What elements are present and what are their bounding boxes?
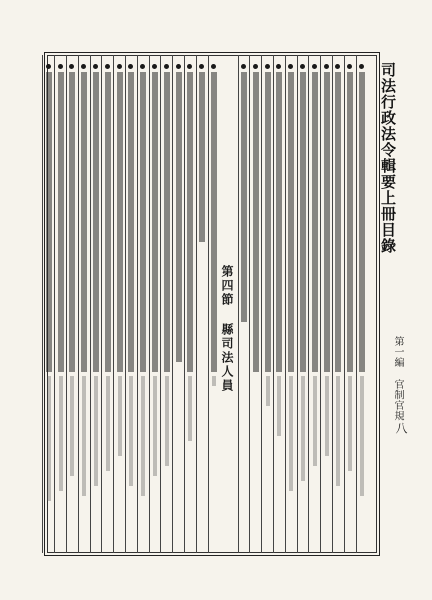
running-title: 司法行政法令輯要上冊目錄 — [379, 62, 397, 254]
column-rule — [332, 55, 333, 553]
toc-entry — [92, 62, 100, 542]
toc-entry — [45, 62, 53, 542]
toc-entry — [358, 62, 366, 542]
column-rule — [125, 55, 126, 553]
column-rule — [196, 55, 197, 553]
column-rule — [54, 55, 55, 553]
bullet-icon — [312, 64, 317, 69]
entry-text-stroke — [288, 72, 294, 372]
toc-entry — [175, 62, 183, 542]
entry-text-stroke — [105, 72, 111, 372]
bullet-icon — [276, 64, 281, 69]
bullet-icon — [187, 64, 192, 69]
toc-entry — [252, 62, 260, 542]
bullet-icon — [265, 64, 270, 69]
bullet-icon — [241, 64, 246, 69]
column-rule — [184, 55, 185, 553]
column-rule — [42, 55, 43, 553]
entry-text-stroke — [359, 72, 365, 372]
entry-date-stroke — [188, 376, 192, 441]
column-rule — [238, 55, 239, 553]
entry-date-stroke — [153, 376, 157, 476]
entry-text-stroke — [128, 72, 134, 372]
toc-entry — [80, 62, 88, 542]
bullet-icon — [58, 64, 63, 69]
bullet-icon — [69, 64, 74, 69]
entry-date-stroke — [82, 376, 86, 496]
entry-text-stroke — [176, 72, 182, 362]
column-rule — [149, 55, 150, 553]
entry-text-stroke — [276, 72, 282, 372]
column-rule — [172, 55, 173, 553]
entry-date-stroke — [94, 376, 98, 486]
column-rule — [273, 55, 274, 553]
toc-entry — [287, 62, 295, 542]
column-rule — [261, 55, 262, 553]
entry-date-stroke — [118, 376, 122, 456]
bullet-icon — [253, 64, 258, 69]
toc-entry — [139, 62, 147, 542]
entry-date-stroke — [212, 376, 216, 386]
entry-text-stroke — [324, 72, 330, 372]
entry-text-stroke — [152, 72, 158, 372]
column-rule — [78, 55, 79, 553]
entry-date-stroke — [47, 376, 51, 501]
entry-text-stroke — [199, 72, 205, 242]
bullet-icon — [300, 64, 305, 69]
bullet-icon — [93, 64, 98, 69]
toc-entry — [323, 62, 331, 542]
entry-date-stroke — [325, 376, 329, 456]
column-rule — [90, 55, 91, 553]
entry-date-stroke — [59, 376, 63, 491]
entry-date-stroke — [70, 376, 74, 476]
column-rule — [308, 55, 309, 553]
toc-entry — [264, 62, 272, 542]
column-rule — [285, 55, 286, 553]
bullet-icon — [128, 64, 133, 69]
entry-text-stroke — [335, 72, 341, 372]
entry-date-stroke — [336, 376, 340, 486]
entry-date-stroke — [313, 376, 317, 466]
bullet-icon — [164, 64, 169, 69]
column-rule — [137, 55, 138, 553]
column-rule — [249, 55, 250, 553]
toc-entry — [116, 62, 124, 542]
bullet-icon — [105, 64, 110, 69]
toc-entry — [210, 62, 218, 542]
entry-date-stroke — [348, 376, 352, 471]
part-label: 第一編 官制官規 — [392, 336, 403, 421]
bullet-icon — [335, 64, 340, 69]
entry-date-stroke — [289, 376, 293, 491]
entry-text-stroke — [140, 72, 146, 372]
entry-text-stroke — [312, 72, 318, 372]
column-rule — [160, 55, 161, 553]
toc-entry — [275, 62, 283, 542]
column-rule — [320, 55, 321, 553]
bullet-icon — [152, 64, 157, 69]
column-rule — [297, 55, 298, 553]
entry-date-stroke — [277, 376, 281, 436]
column-rule — [113, 55, 114, 553]
toc-entry — [299, 62, 307, 542]
toc-entry — [127, 62, 135, 542]
toc-entry — [240, 62, 248, 542]
section-heading: 第四節 縣司法人員 — [220, 265, 234, 393]
toc-entry — [57, 62, 65, 542]
entry-date-stroke — [360, 376, 364, 496]
entry-date-stroke — [266, 376, 270, 406]
entry-date-stroke — [165, 376, 169, 466]
page-number: 八 — [394, 422, 408, 434]
bullet-icon — [199, 64, 204, 69]
entry-text-stroke — [81, 72, 87, 372]
toc-entry — [186, 62, 194, 542]
bullet-icon — [140, 64, 145, 69]
column-rule — [208, 55, 209, 553]
toc-entry — [346, 62, 354, 542]
entry-text-stroke — [164, 72, 170, 372]
bullet-icon — [359, 64, 364, 69]
bullet-icon — [81, 64, 86, 69]
bullet-icon — [176, 64, 181, 69]
entry-text-stroke — [265, 72, 271, 372]
bullet-icon — [324, 64, 329, 69]
entry-text-stroke — [253, 72, 259, 372]
entry-text-stroke — [117, 72, 123, 372]
toc-entry — [311, 62, 319, 542]
bullet-icon — [211, 64, 216, 69]
entry-date-stroke — [106, 376, 110, 471]
entry-date-stroke — [129, 376, 133, 486]
entry-text-stroke — [93, 72, 99, 372]
entry-text-stroke — [58, 72, 64, 372]
entry-text-stroke — [241, 72, 247, 322]
entry-date-stroke — [141, 376, 145, 496]
toc-entry — [151, 62, 159, 542]
bullet-icon — [288, 64, 293, 69]
column-rule — [66, 55, 67, 553]
entry-text-stroke — [211, 72, 217, 372]
entry-text-stroke — [187, 72, 193, 372]
entry-text-stroke — [347, 72, 353, 372]
toc-entry — [163, 62, 171, 542]
bullet-icon — [347, 64, 352, 69]
entry-text-stroke — [300, 72, 306, 372]
entry-date-stroke — [301, 376, 305, 481]
bullet-icon — [46, 64, 51, 69]
column-rule — [101, 55, 102, 553]
bullet-icon — [117, 64, 122, 69]
toc-entry — [198, 62, 206, 542]
toc-entry — [104, 62, 112, 542]
toc-entry — [334, 62, 342, 542]
column-rule — [344, 55, 345, 553]
entry-text-stroke — [46, 72, 52, 372]
toc-entry — [68, 62, 76, 542]
entry-text-stroke — [69, 72, 75, 372]
column-rule — [356, 55, 357, 553]
